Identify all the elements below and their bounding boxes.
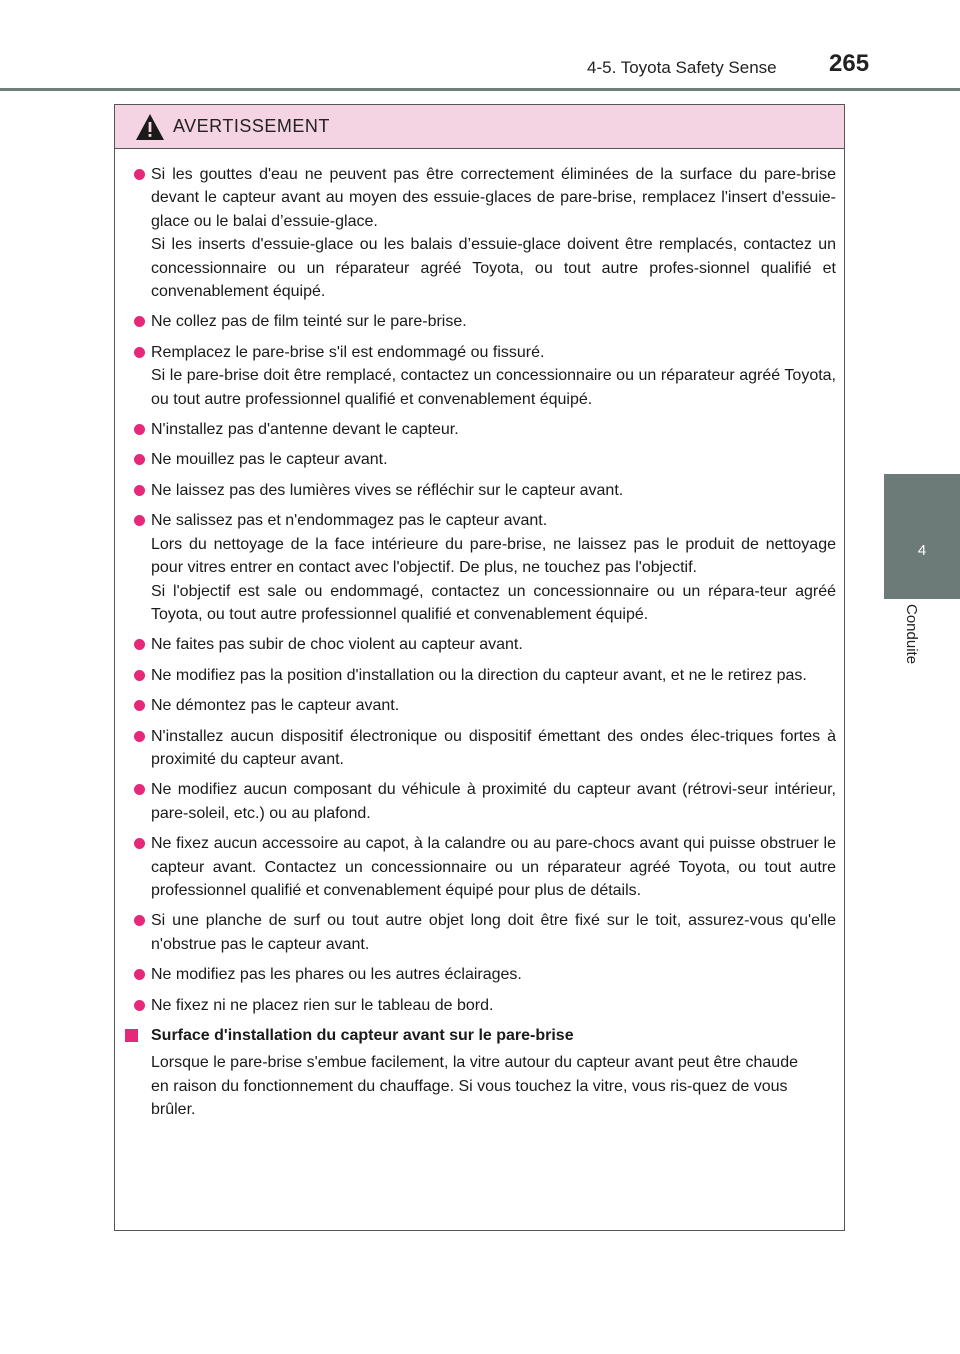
chapter-tab[interactable] <box>884 474 960 599</box>
list-item <box>123 418 836 441</box>
list-item-paragraph: Ne mouillez pas le capteur avant. <box>151 451 388 469</box>
bullet-icon <box>134 316 145 327</box>
bullet-icon <box>134 424 145 435</box>
list-item <box>123 310 836 333</box>
bullet-icon <box>134 515 145 526</box>
list-item-paragraph: Ne modifiez pas la position d'installation ou la direction du capteur avant, et ne le retirez pas. <box>151 666 807 684</box>
list-item <box>123 832 836 902</box>
list-item-paragraph: Ne modifiez pas les phares ou les autres éclairages. <box>151 966 522 984</box>
bullet-icon <box>134 639 145 650</box>
list-item-paragraph: N'installez pas d'antenne devant le capteur. <box>151 421 459 439</box>
bullet-icon <box>134 731 145 742</box>
list-item-paragraph: N'installez aucun dispositif électronique ou dispositif émettant des ondes élec-triques fortes à proximité du capteur avant. <box>151 727 836 768</box>
list-item <box>123 448 836 471</box>
list-item <box>123 778 836 825</box>
list-item <box>123 994 836 1017</box>
list-item-paragraph: Ne modifiez aucun composant du véhicule à proximité du capteur avant (rétrovi-seur intérieur, pare-soleil, etc.) ou au plafond. <box>151 781 836 822</box>
list-item <box>123 633 836 656</box>
list-item-paragraph: Ne fixez aucun accessoire au capot, à la calandre ou au pare-chocs avant qui puisse obstruer le capteur avant. Contactez un concessionnaire ou un réparateur agréé Toyota, ou tout autre professionnel qualifié et convenablement équipé pour plus de détails. <box>151 835 836 899</box>
bullet-icon <box>134 347 145 358</box>
list-item <box>123 509 836 626</box>
list-item <box>123 163 836 303</box>
bullet-icon <box>134 838 145 849</box>
warning-title: AVERTISSEMENT <box>173 116 330 136</box>
bullet-icon <box>134 169 145 180</box>
section-body <box>123 1051 836 1121</box>
section-body-text: Lorsque le pare-brise s'embue facilement, la vitre autour du capteur avant peut être chaude en raison du fonctionnement du chauffage. Si vous touchez la vitre, vous ris-quez de vous brûler. <box>151 1054 798 1119</box>
running-header-section: 4-5. Toyota Safety Sense <box>587 58 777 77</box>
list-item <box>123 664 836 687</box>
header-rule <box>0 88 960 91</box>
list-item <box>123 694 836 717</box>
bullet-icon <box>134 915 145 926</box>
list-item <box>123 341 836 411</box>
list-item <box>123 479 836 502</box>
list-item-paragraph: Ne fixez ni ne placez rien sur le tableau de bord. <box>151 996 494 1014</box>
section-heading <box>123 1024 836 1047</box>
bullet-icon <box>134 485 145 496</box>
list-item <box>123 725 836 772</box>
list-item-paragraph: Ne faites pas subir de choc violent au capteur avant. <box>151 636 523 654</box>
list-item-paragraph: Si le pare-brise doit être remplacé, contactez un concessionnaire ou un réparateur agréé Toyota, ou tout autre professionnel qualifié et convenablement équipé. <box>151 367 836 408</box>
list-item-paragraph: Si les inserts d'essuie-glace ou les balais d’essuie-glace doivent être remplacés, contactez un concessionnaire ou un réparateur agréé Toyota, ou tout autre profes-sionnel qualifié et convenablement équipé. <box>151 236 836 301</box>
section-heading-text: Surface d'installation du capteur avant sur le pare-brise <box>151 1027 574 1044</box>
list-item-paragraph: Si les gouttes d'eau ne peuvent pas être correctement éliminées de la surface du pare-brise devant le capteur avant au moyen des essuie-glaces de pare-brise, remplacez l'insert d'essuie-glace ou le balai d’essuie-glace. <box>151 166 836 230</box>
list-item-paragraph: Si l'objectif est sale ou endommagé, contactez un concessionnaire ou un répara-teur agréé Toyota, ou tout autre professionnel qualifié et convenablement équipé. <box>151 582 836 623</box>
bullet-icon <box>134 454 145 465</box>
bullet-icon <box>134 700 145 711</box>
square-bullet-icon <box>125 1029 138 1042</box>
chapter-number: 4 <box>917 542 927 559</box>
warning-title-bar <box>115 105 844 149</box>
warning-triangle-icon <box>135 113 165 141</box>
bullet-icon <box>134 670 145 681</box>
bullet-icon <box>134 969 145 980</box>
warning-box <box>114 104 845 1231</box>
list-item-paragraph: Ne collez pas de film teinté sur le pare-brise. <box>151 313 467 331</box>
list-item <box>123 963 836 986</box>
list-item-paragraph: Ne salissez pas et n'endommagez pas le capteur avant. <box>151 512 548 530</box>
warning-content <box>115 149 844 1122</box>
bullet-icon <box>134 784 145 795</box>
list-item-paragraph: Lors du nettoyage de la face intérieure du pare-brise, ne laissez pas le produit de nettoyage pour vitres entrer en contact avec l'objectif. De plus, ne touchez pas l'objectif. <box>151 535 836 577</box>
list-item-paragraph: Remplacez le pare-brise s'il est endommagé ou fissuré. <box>151 343 545 361</box>
chapter-label: Conduite <box>903 604 920 665</box>
list-item-paragraph: Si une planche de surf ou tout autre objet long doit être fixé sur le toit, assurez-vous qu'elle n'obstrue pas le capteur avant. <box>151 912 836 953</box>
list-item <box>123 909 836 956</box>
list-item-paragraph: Ne démontez pas le capteur avant. <box>151 697 400 715</box>
warning-items <box>123 163 836 1017</box>
list-item-paragraph: Ne laissez pas des lumières vives se réfléchir sur le capteur avant. <box>151 481 624 499</box>
bullet-icon <box>134 1000 145 1011</box>
page-number: 265 <box>829 50 870 77</box>
